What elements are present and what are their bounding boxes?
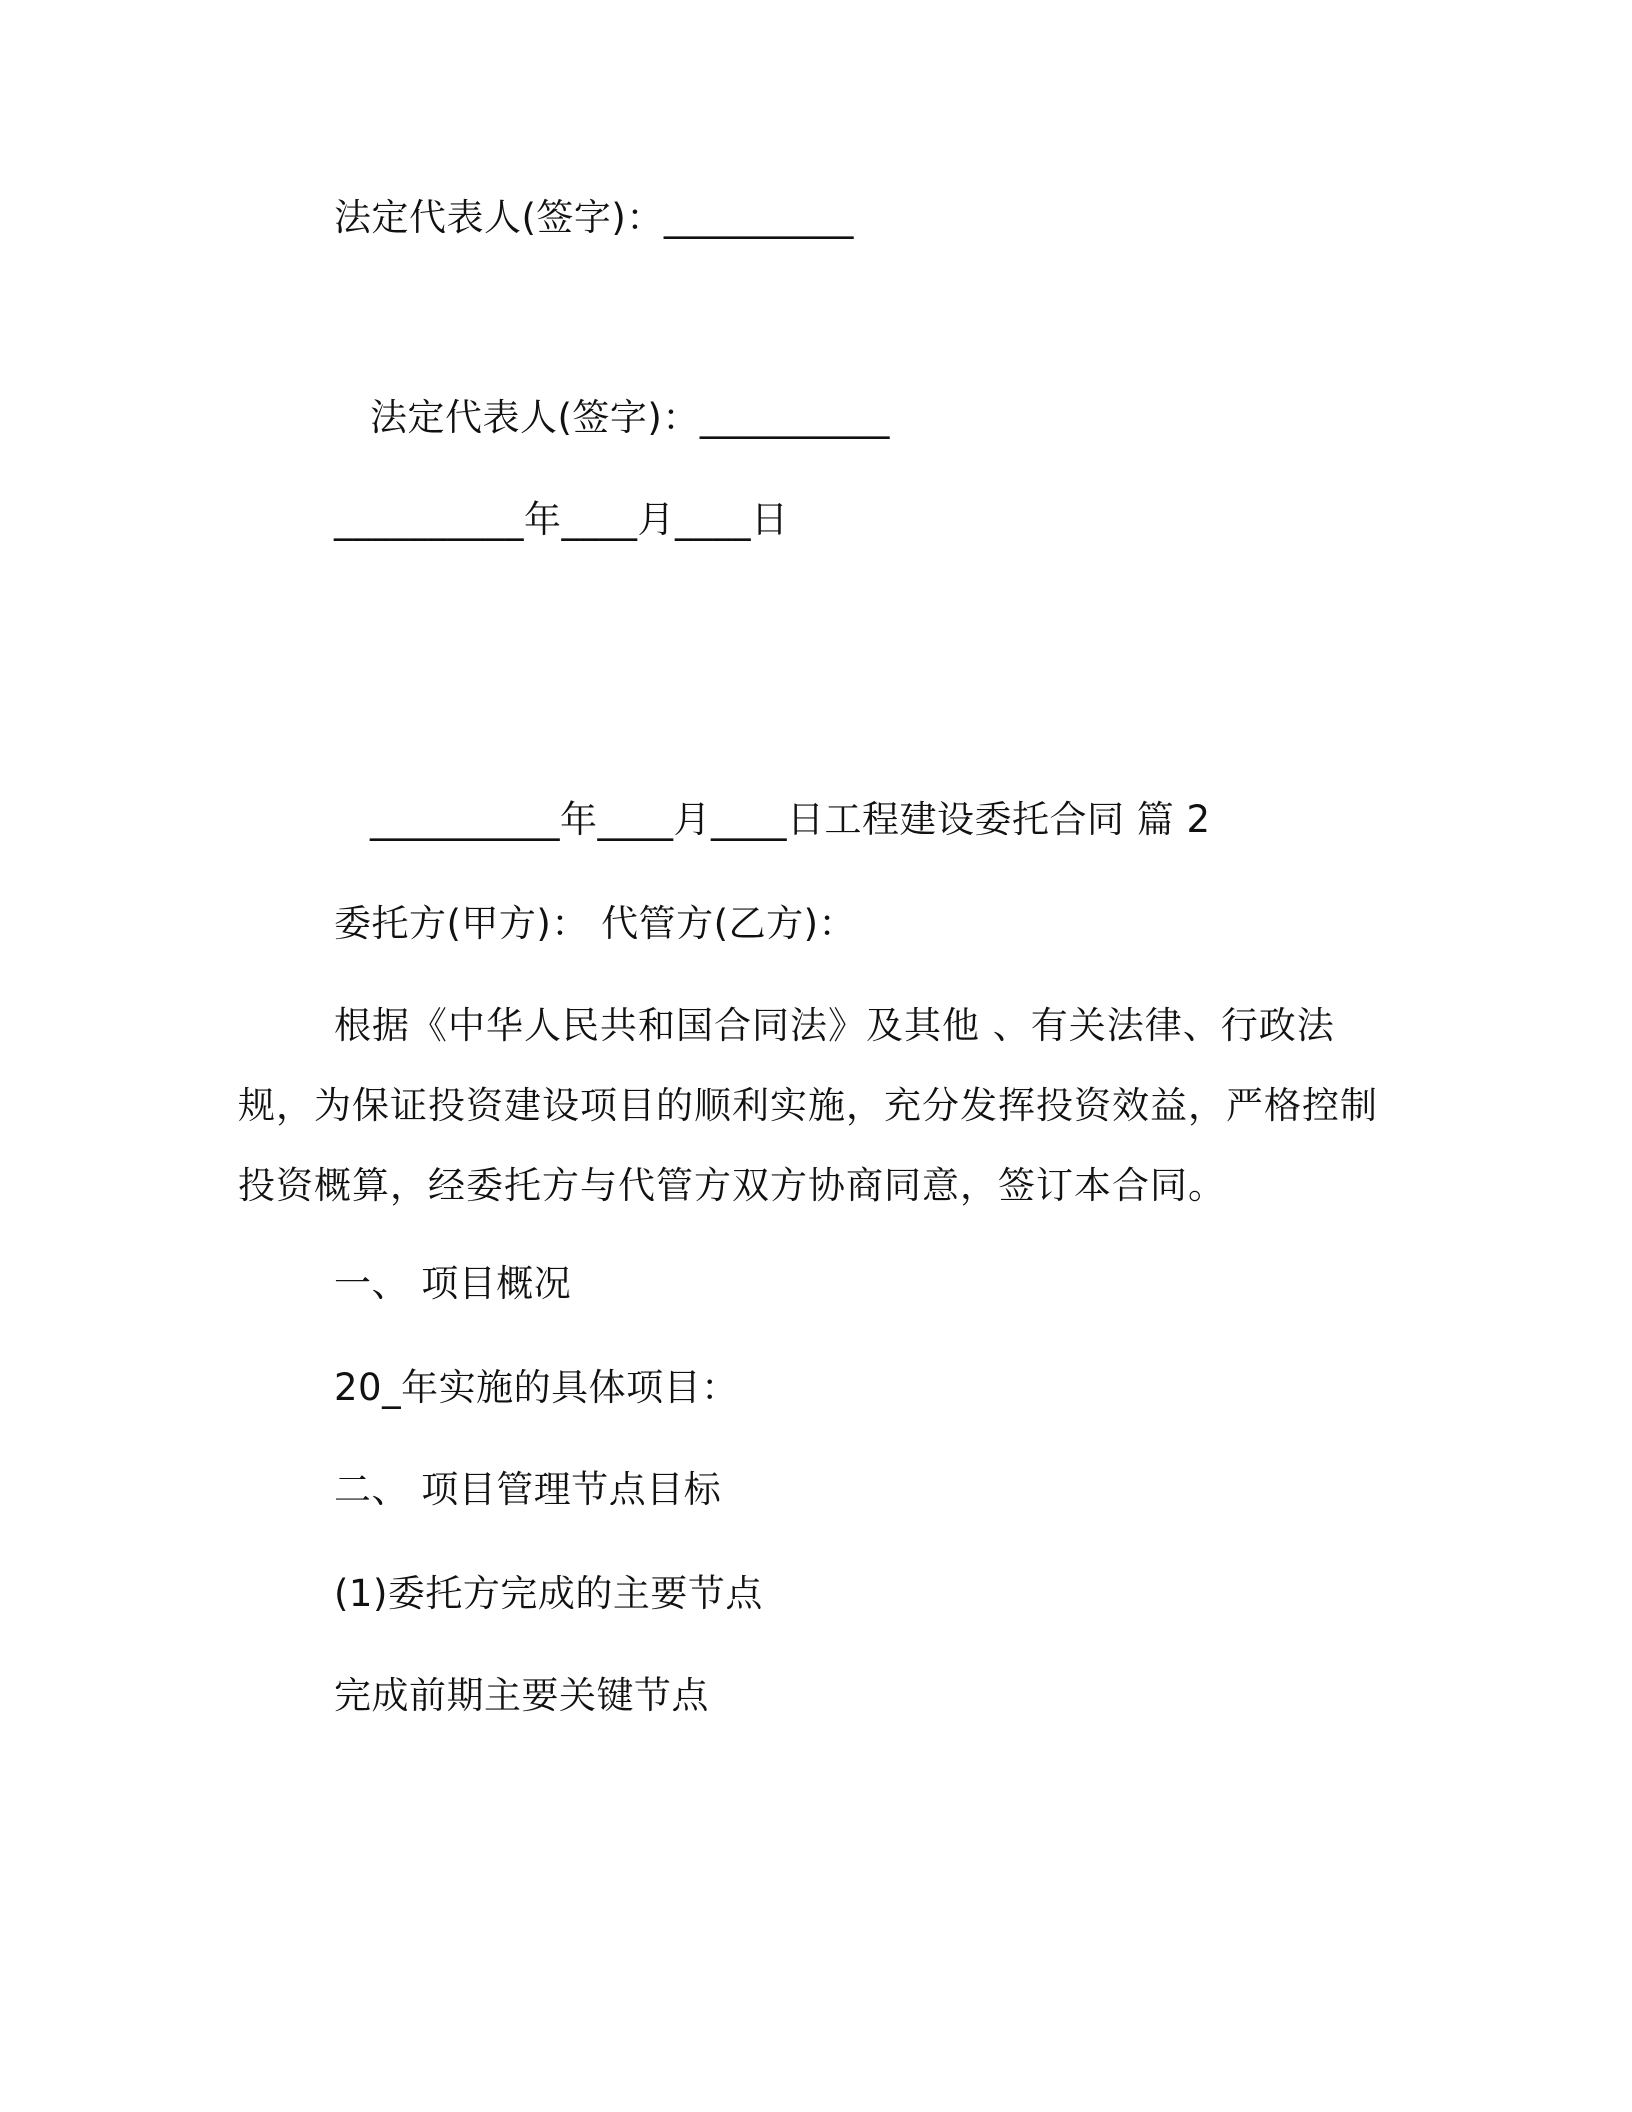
intro-paragraph xyxy=(238,986,1388,1226)
intro-text: 根据《中华人民共和国合同法》及其他 、有关法律、行政法规，为保证投资建设项目的顺利实施，充分发挥投资效益，严格控制投资概算，经委托方与代管方双方协商同意，签订本合同。 xyxy=(238,1004,1378,1207)
signature-date: __________年____月____日 xyxy=(334,498,789,541)
section-1-heading: 一、 项目概况 xyxy=(334,1262,572,1305)
section-1-text: 20_年实施的具体项目： xyxy=(334,1366,739,1409)
section-2-heading: 二、 项目管理节点目标 xyxy=(334,1468,722,1511)
signature-line-2: 法定代表人(签字)：__________ xyxy=(370,396,890,439)
contract-title: __________年____月____日工程建设委托合同 篇 2 xyxy=(370,798,1211,841)
contract-parties: 委托方(甲方)： 代管方(乙方)： xyxy=(334,902,857,945)
section-2-item-1: (1)委托方完成的主要节点 xyxy=(334,1572,763,1615)
section-2-item-1-text: 完成前期主要关键节点 xyxy=(334,1674,709,1717)
signature-line-1: 法定代表人(签字)：__________ xyxy=(334,196,854,239)
